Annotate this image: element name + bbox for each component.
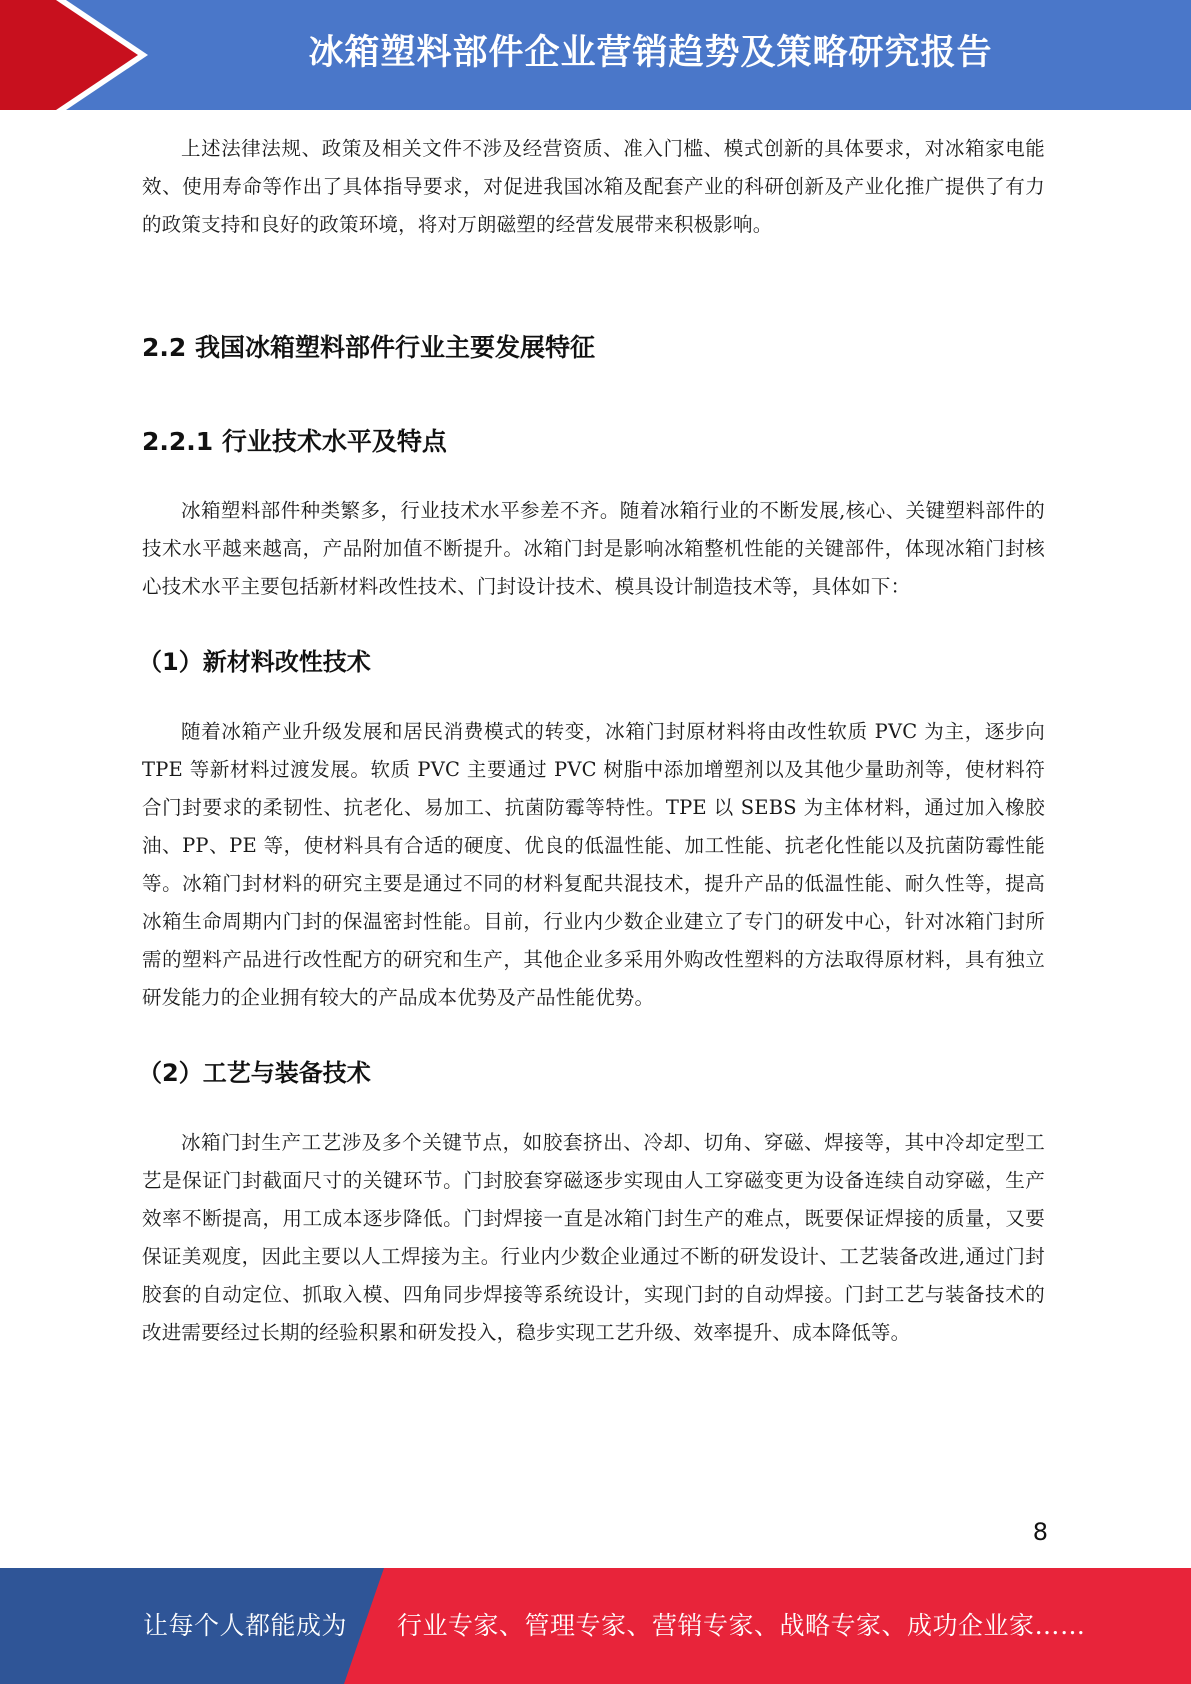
section-heading-2-2: 2.2 我国冰箱塑料部件行业主要发展特征: [142, 333, 595, 362]
report-title: 冰箱塑料部件企业营销趋势及策略研究报告: [308, 33, 993, 73]
process-paragraph: 冰箱门封生产工艺涉及多个关键节点，如胶套挤出、冷却、切角、穿磁、焊接等，其中冷却定型工艺是保证门封截面尺寸的关键环节。门封胶套穿磁逐步实现由人工穿磁变更为设备连续自动穿磁，生产效率不断提高，用工成本逐步降低。门封焊接一直是冰箱门封生产的难点，既要保证焊接的质量，又要保证美观度，因此主要以人工焊接为主。行业内少数企业通过不断的研发设计、工艺装备改进,通过门封胶套的自动定位、抓取入模、四角同步焊接等系统设计，实现门封的自动焊接。门封工艺与装备技术的改进需要经过长期的经验积累和研发投入，稳步实现工艺升级、效率提升、成本降低等。: [142, 1131, 1045, 1344]
material-paragraph: 随着冰箱产业升级发展和居民消费模式的转变，冰箱门封原材料将由改性软质 PVC 为主，逐步向 TPE 等新材料过渡发展。软质 PVC 主要通过 PVC 树脂中添加增塑剂以及其他少量助剂等，使材料符合门封要求的柔韧性、抗老化、易加工、抗菌防霉等特性。TPE 以 SEBS 为主体材料，通过加入橡胶油、PP、PE 等，使材料具有合适的硬度、优良的低温性能、加工性能、抗老化性能以及抗菌防霉性能等。冰箱门封材料的研究主要是通过不同的材料复配共混技术，提升产品的低温性能、耐久性等，提高冰箱生命周期内门封的保温密封性能。目前，行业内少数企业建立了专门的研发中心，针对冰箱门封所需的塑料产品进行改性配方的研究和生产，其他企业多采用外购改性塑料的方法取得原材料，具有独立研发能力的企业拥有较大的产品成本优势及产品性能优势。: [142, 720, 1045, 1009]
page-footer: [0, 1568, 1191, 1684]
page-header: [0, 0, 1191, 110]
page-content: [138, 130, 1045, 1352]
tech-level-paragraph: 冰箱塑料部件种类繁多，行业技术水平参差不齐。随着冰箱行业的不断发展,核心、关键塑料部件的技术水平越来越高，产品附加值不断提升。冰箱门封是影响冰箱整机性能的关键部件，体现冰箱门封核心技术水平主要包括新材料改性技术、门封设计技术、模具设计制造技术等，具体如下：: [142, 499, 1045, 598]
section-heading-2-2-1: 2.2.1 行业技术水平及特点: [142, 427, 447, 456]
footer-slogan-right: 行业专家、管理专家、营销专家、战略专家、成功企业家……: [397, 1611, 1086, 1640]
intro-paragraph: 上述法律法规、政策及相关文件不涉及经营资质、准入门槛、模式创新的具体要求，对冰箱家电能效、使用寿命等作出了具体指导要求，对促进我国冰箱及配套产业的科研创新及产业化推广提供了有力的政策支持和良好的政策环境，将对万朗磁塑的经营发展带来积极影响。: [142, 137, 1045, 236]
subsection-heading-process: （2）工艺与装备技术: [138, 1059, 371, 1087]
page-number: 8: [1032, 1518, 1048, 1546]
footer-slogan-left: 让每个人都能成为: [143, 1611, 348, 1640]
subsection-heading-material: （1）新材料改性技术: [138, 648, 371, 676]
